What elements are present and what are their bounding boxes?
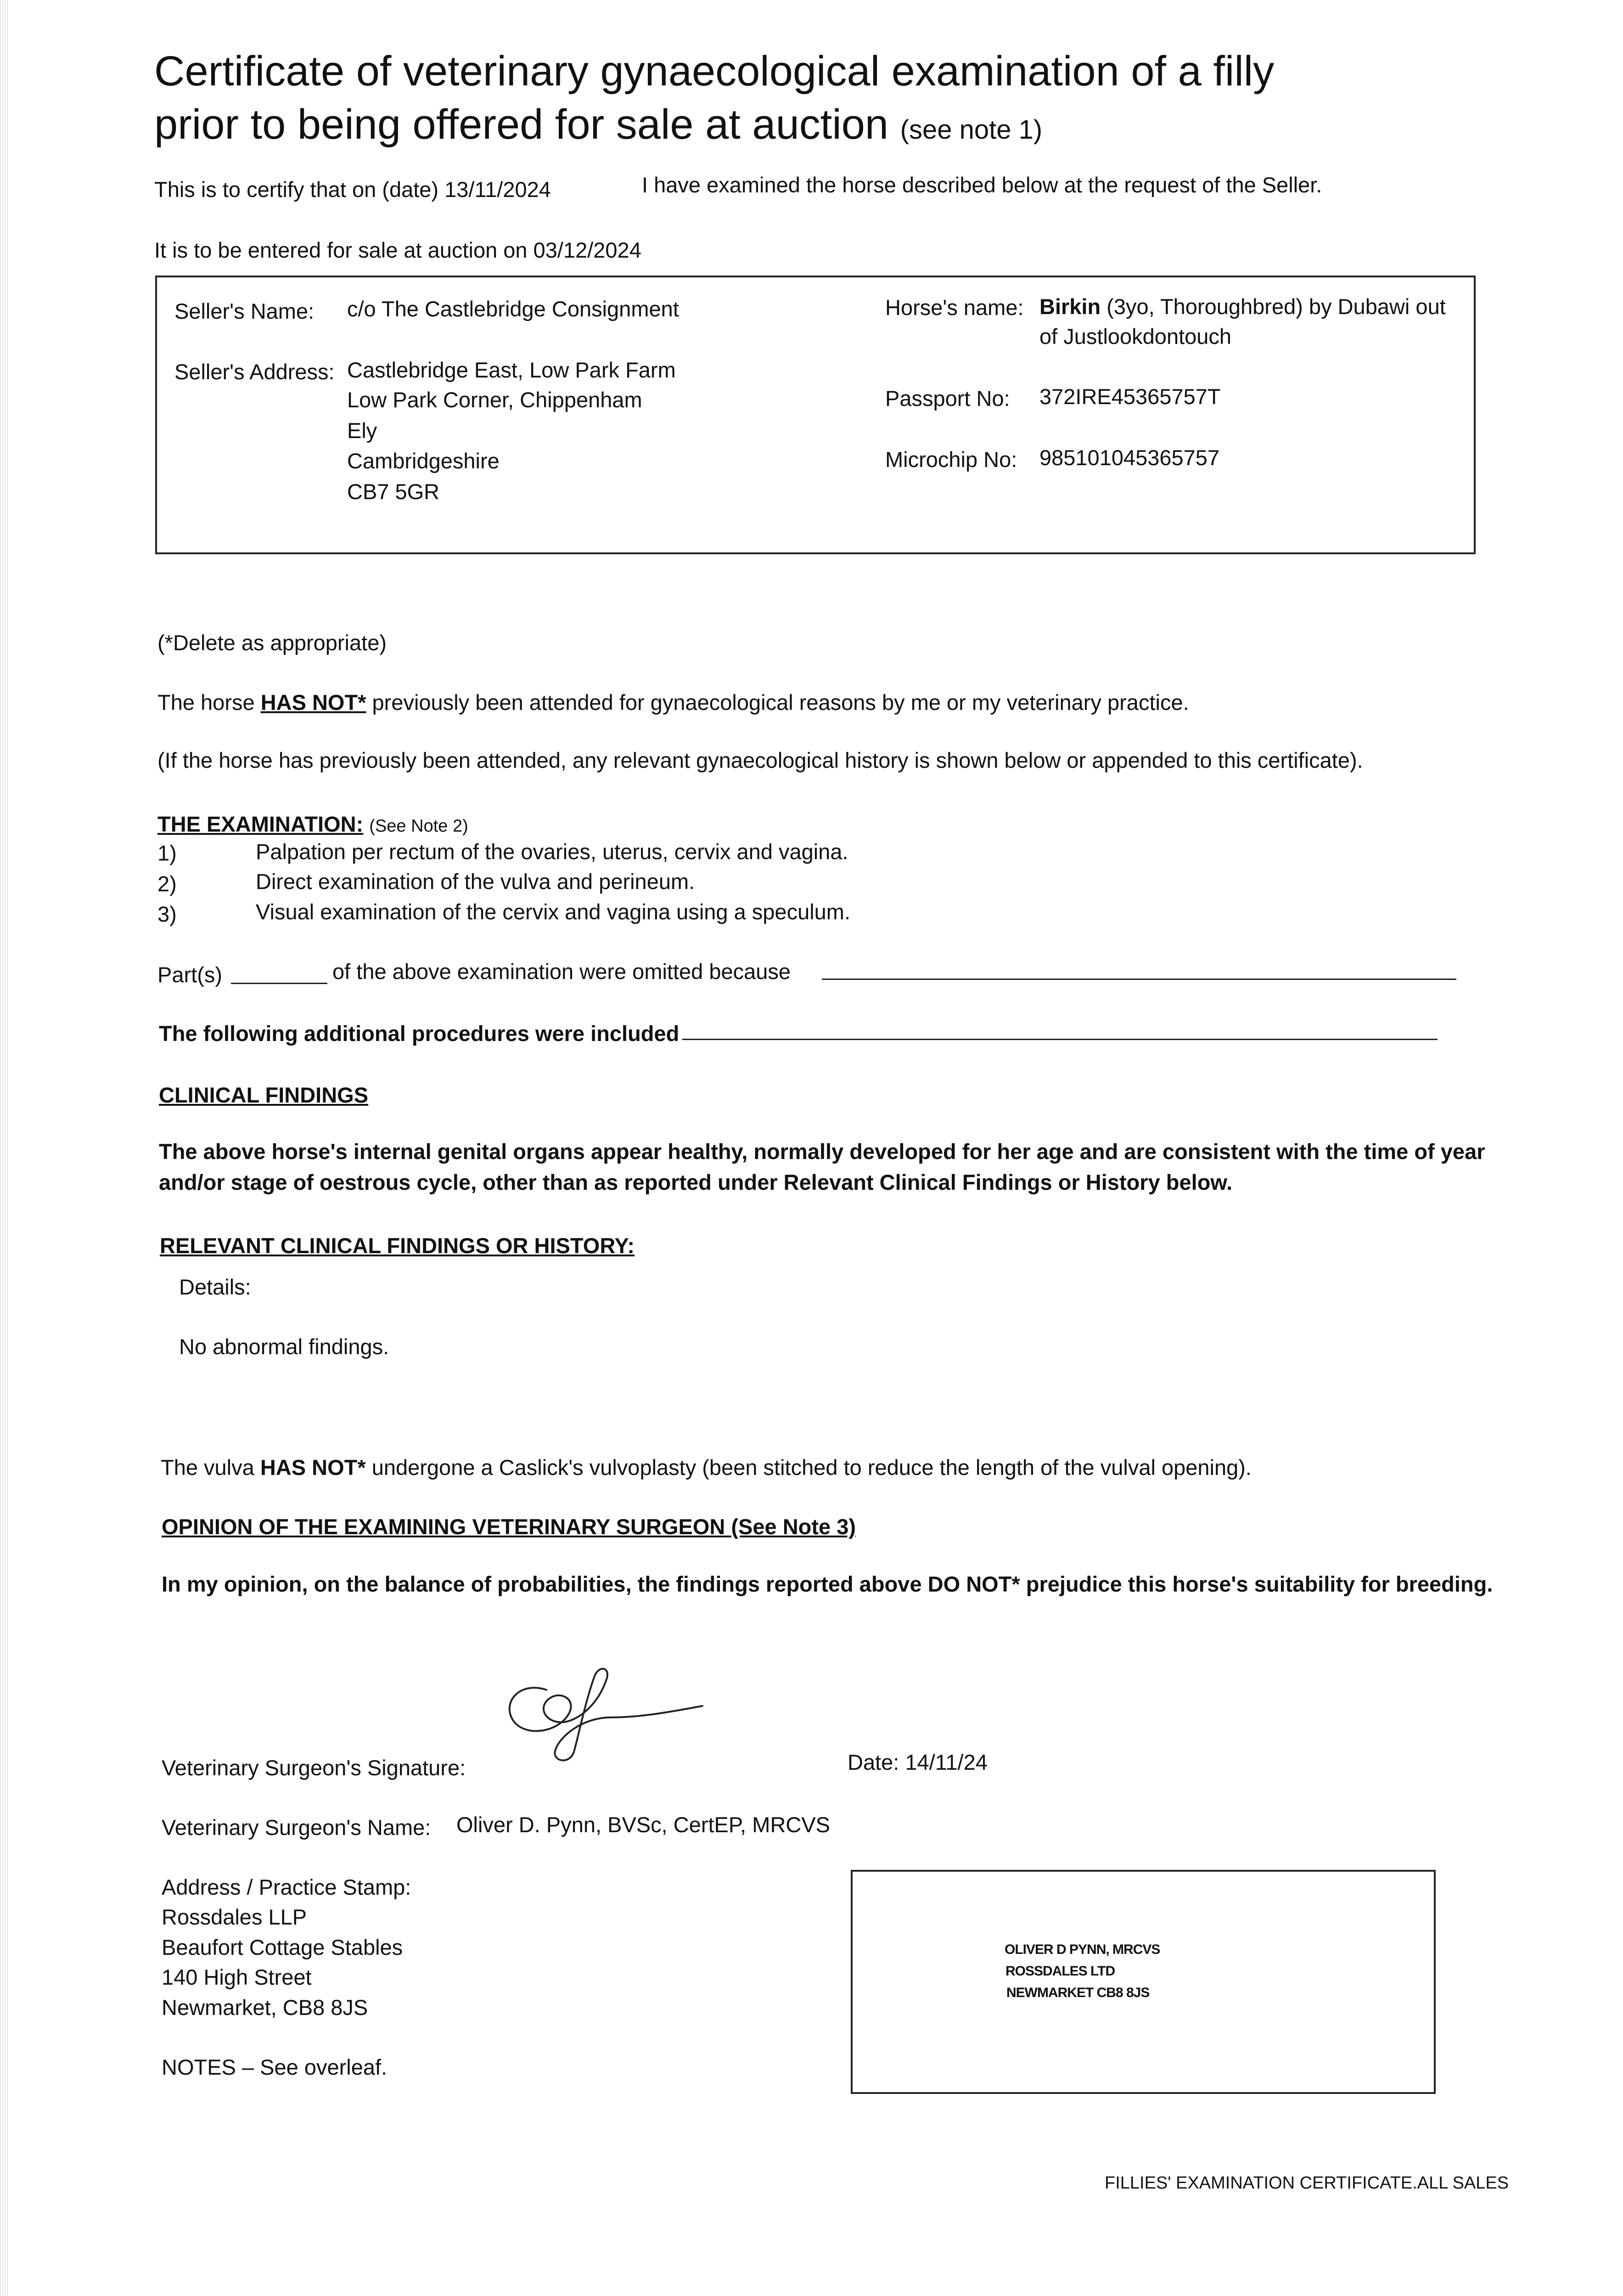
attended-suffix: previously been attended for gynaecological reasons by me or my veterinary practice. (372, 690, 1189, 715)
attended-emphasis: HAS NOT* (260, 690, 366, 715)
clinical-line-2: and/or stage of oestrous cycle, other than as reported under Relevant Clinical Findings or History below. (159, 1170, 1233, 1194)
attended-statement (157, 690, 1189, 715)
scan-edge (0, 0, 8, 2296)
title-note: (see note 1) (900, 114, 1043, 145)
passport-label: Passport No: (885, 386, 1010, 411)
title-line-2 (154, 98, 1274, 152)
additional-procedures: The following additional procedures were included (159, 1021, 680, 1046)
certify-request: I have examined the horse described below at the request of the Seller. (642, 173, 1322, 197)
horse-description: (3yo, Thoroughbred) by Dubawi out (1106, 294, 1446, 319)
stamp-line-1: OLIVER D PYNN, MRCVS (1005, 1942, 1160, 1957)
practice-label: Address / Practice Stamp: (162, 1875, 411, 1899)
signature-date: Date: 14/11/24 (848, 1750, 988, 1774)
practice-stamp-box (851, 1870, 1436, 2094)
seller-address-line-2: Low Park Corner, Chippenham (347, 388, 642, 412)
practice-line-4: Newmarket, CB8 8JS (162, 1995, 368, 2020)
signature-label: Veterinary Surgeon's Signature: (162, 1756, 466, 1780)
microchip-number: 985101045365757 (1039, 445, 1220, 470)
title-line-2-text: prior to being offered for sale at auction (154, 101, 889, 148)
examination-heading (157, 811, 468, 837)
vulva-statement (161, 1455, 1252, 1480)
exam-step-1-num: 1) (157, 841, 177, 865)
attended-prefix: The horse (157, 690, 255, 715)
practice-line-3: 140 High Street (162, 1965, 312, 1989)
practice-line-2: Beaufort Cottage Stables (162, 1935, 403, 1959)
seller-name: c/o The Castlebridge Consignment (347, 297, 679, 321)
horse-name-line (1039, 294, 1446, 320)
examination-heading-text: THE EXAMINATION: (157, 812, 364, 836)
delete-note: (*Delete as appropriate) (157, 630, 387, 655)
notes-overleaf: NOTES – See overleaf. (162, 2055, 387, 2079)
certify-date: This is to certify that on (date) 13/11/2024 (154, 177, 551, 202)
horse-name: Birkin (1039, 294, 1101, 319)
omitted-middle: of the above examination were omitted because (332, 959, 791, 984)
exam-step-2-num: 2) (157, 872, 177, 896)
stamp-line-3: NEWMARKET CB8 8JS (1006, 1985, 1150, 2000)
stamp-line-2: ROSSDALES LTD (1005, 1964, 1115, 1979)
practice-line-1: Rossdales LLP (162, 1905, 307, 1929)
surgeon-name-label: Veterinary Surgeon's Name: (162, 1815, 431, 1840)
clinical-heading: CLINICAL FINDINGS (159, 1083, 369, 1107)
seller-address-line-5: CB7 5GR (347, 479, 440, 504)
surgeon-name: Oliver D. Pynn, BVSc, CertEP, MRCVS (456, 1812, 831, 1837)
footer-text: FILLIES' EXAMINATION CERTIFICATE.ALL SALES (1105, 2173, 1509, 2193)
exam-step-1-text: Palpation per rectum of the ovaries, uterus, cervix and vagina. (256, 839, 848, 864)
horse-description-line-2: of Justlookdontouch (1039, 324, 1232, 349)
omitted-parts-blank (231, 983, 327, 984)
relevant-heading: RELEVANT CLINICAL FINDINGS OR HISTORY: (160, 1233, 635, 1258)
opinion-heading: OPINION OF THE EXAMINING VETERINARY SURGEON (See Note 3) (162, 1514, 856, 1539)
additional-procedures-blank (682, 1039, 1438, 1040)
details-text: No abnormal findings. (179, 1334, 389, 1359)
exam-step-2-text: Direct examination of the vulva and perineum. (256, 869, 695, 894)
seller-address-line-1: Castlebridge East, Low Park Farm (347, 358, 676, 382)
omitted-reason-blank (822, 979, 1456, 980)
opinion-text: In my opinion, on the balance of probabilities, the findings reported above DO NOT* prejudice this horse's suitability for breeding. (162, 1572, 1493, 1596)
seller-address-label: Seller's Address: (174, 360, 335, 384)
vulva-emphasis: HAS NOT* (260, 1455, 366, 1480)
horse-name-label: Horse's name: (885, 295, 1024, 320)
clinical-line-1: The above horse's internal genital organs appear healthy, normally developed for her age and are consistent with the time of year (159, 1139, 1485, 1164)
page-title (154, 45, 1274, 152)
auction-date: It is to be entered for sale at auction on 03/12/2024 (154, 238, 641, 262)
omitted-prefix: Part(s) (157, 962, 222, 987)
seller-address-line-3: Ely (347, 418, 377, 443)
exam-step-3-num: 3) (157, 902, 177, 926)
vulva-prefix: The vulva (161, 1455, 254, 1480)
title-line-1: Certificate of veterinary gynaecological examination of a filly (154, 48, 1275, 95)
seller-address-line-4: Cambridgeshire (347, 449, 500, 473)
history-note: (If the horse has previously been attended, any relevant gynaecological history is shown below or appended to this certificate). (157, 748, 1363, 772)
details-label: Details: (179, 1275, 251, 1299)
exam-step-3-text: Visual examination of the cervix and vagina using a speculum. (256, 900, 851, 924)
vulva-suffix: undergone a Caslick's vulvoplasty (been stitched to reduce the length of the vulval opening). (371, 1455, 1252, 1480)
signature-mark (491, 1662, 712, 1768)
microchip-label: Microchip No: (885, 447, 1017, 472)
examination-heading-note: (See Note 2) (369, 816, 468, 836)
passport-number: 372IRE45365757T (1039, 384, 1221, 409)
seller-name-label: Seller's Name: (174, 299, 314, 323)
